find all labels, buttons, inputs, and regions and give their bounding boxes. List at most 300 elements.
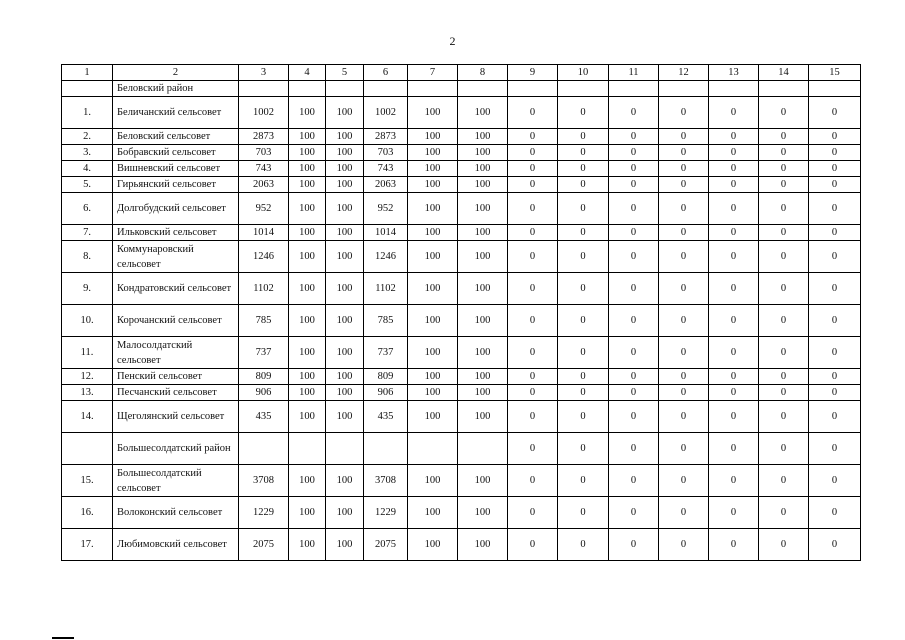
value-cell-col-10: 0 <box>558 305 609 337</box>
value-cell-col-4: 100 <box>289 273 326 305</box>
value-cell-col-9: 0 <box>508 529 558 561</box>
value-cell-col-8 <box>458 433 508 465</box>
settlement-name: Корочанский сельсовет <box>113 305 239 337</box>
value-cell-col-15: 0 <box>809 385 861 401</box>
settlement-name: Бобравский сельсовет <box>113 145 239 161</box>
value-cell-col-13: 0 <box>709 241 759 273</box>
value-cell-col-6: 952 <box>364 193 408 225</box>
value-cell-col-5 <box>326 433 364 465</box>
value-cell-col-8: 100 <box>458 529 508 561</box>
value-cell-col-14: 0 <box>759 129 809 145</box>
value-cell-col-3: 1246 <box>239 241 289 273</box>
value-cell-col-6: 3708 <box>364 465 408 497</box>
table-row <box>62 465 861 497</box>
value-cell-col-13: 0 <box>709 529 759 561</box>
section-name: Беловский район <box>113 81 239 97</box>
value-cell-col-4: 100 <box>289 497 326 529</box>
value-cell-col-7: 100 <box>408 129 458 145</box>
settlement-name: Гирьянский сельсовет <box>113 177 239 193</box>
value-cell-col-7: 100 <box>408 529 458 561</box>
value-cell-col-4: 100 <box>289 529 326 561</box>
value-cell-col-7: 100 <box>408 225 458 241</box>
value-cell-col-7: 100 <box>408 337 458 369</box>
value-cell-col-8: 100 <box>458 161 508 177</box>
column-header-5: 5 <box>326 65 364 81</box>
data-table <box>61 64 861 561</box>
column-header-12: 12 <box>659 65 709 81</box>
settlement-name: Коммунаровский сельсовет <box>113 241 239 273</box>
value-cell-col-15: 0 <box>809 337 861 369</box>
settlement-name: Малосолдатский сельсовет <box>113 337 239 369</box>
value-cell-col-9: 0 <box>508 433 558 465</box>
table-row <box>62 241 861 273</box>
value-cell-col-11: 0 <box>609 177 659 193</box>
value-cell-col-3: 1229 <box>239 497 289 529</box>
value-cell-col-9: 0 <box>508 465 558 497</box>
settlement-name: Беловский сельсовет <box>113 129 239 145</box>
settlement-name: Ильковский сельсовет <box>113 225 239 241</box>
value-cell-col-5: 100 <box>326 497 364 529</box>
table-row <box>62 273 861 305</box>
table-row <box>62 97 861 129</box>
value-cell-col-12: 0 <box>659 433 709 465</box>
table-row <box>62 177 861 193</box>
value-cell-col-8: 100 <box>458 401 508 433</box>
value-cell-col-3: 737 <box>239 337 289 369</box>
value-cell-col-9: 0 <box>508 241 558 273</box>
value-cell-col-14: 0 <box>759 193 809 225</box>
value-cell-col-13: 0 <box>709 145 759 161</box>
value-cell-col-7: 100 <box>408 385 458 401</box>
value-cell-col-13: 0 <box>709 273 759 305</box>
row-number: 14. <box>62 401 113 433</box>
value-cell-col-14: 0 <box>759 465 809 497</box>
value-cell-col-3: 1002 <box>239 97 289 129</box>
value-cell-col-14: 0 <box>759 241 809 273</box>
settlement-name: Кондратовский сельсовет <box>113 273 239 305</box>
value-cell-col-8: 100 <box>458 193 508 225</box>
value-cell-col-8: 100 <box>458 305 508 337</box>
value-cell-col-3: 1102 <box>239 273 289 305</box>
value-cell-col-6: 2075 <box>364 529 408 561</box>
settlement-name: Вишневский сельсовет <box>113 161 239 177</box>
value-cell-col-4: 100 <box>289 337 326 369</box>
value-cell-col-14: 0 <box>759 273 809 305</box>
value-cell-col-12: 0 <box>659 337 709 369</box>
value-cell-col-3: 1014 <box>239 225 289 241</box>
value-cell-col-4 <box>289 433 326 465</box>
row-number: 9. <box>62 273 113 305</box>
value-cell-col-10: 0 <box>558 145 609 161</box>
value-cell-col-13: 0 <box>709 433 759 465</box>
value-cell-col-12: 0 <box>659 529 709 561</box>
value-cell-col-14 <box>759 81 809 97</box>
value-cell-col-11: 0 <box>609 97 659 129</box>
value-cell-col-11: 0 <box>609 465 659 497</box>
column-header-15: 15 <box>809 65 861 81</box>
value-cell-col-7: 100 <box>408 161 458 177</box>
value-cell-col-8: 100 <box>458 241 508 273</box>
value-cell-col-3: 785 <box>239 305 289 337</box>
table-row <box>62 385 861 401</box>
value-cell-col-6: 743 <box>364 161 408 177</box>
value-cell-col-8: 100 <box>458 369 508 385</box>
value-cell-col-6: 785 <box>364 305 408 337</box>
value-cell-col-14: 0 <box>759 401 809 433</box>
value-cell-col-7: 100 <box>408 241 458 273</box>
table-row <box>62 145 861 161</box>
value-cell-col-8: 100 <box>458 177 508 193</box>
column-header-3: 3 <box>239 65 289 81</box>
value-cell-col-9: 0 <box>508 177 558 193</box>
value-cell-col-5 <box>326 81 364 97</box>
value-cell-col-11: 0 <box>609 497 659 529</box>
value-cell-col-13: 0 <box>709 497 759 529</box>
table-row <box>62 337 861 369</box>
value-cell-col-15: 0 <box>809 145 861 161</box>
value-cell-col-5: 100 <box>326 241 364 273</box>
value-cell-col-11: 0 <box>609 129 659 145</box>
settlement-name: Волоконский сельсовет <box>113 497 239 529</box>
table-row <box>62 305 861 337</box>
value-cell-col-5: 100 <box>326 385 364 401</box>
column-header-13: 13 <box>709 65 759 81</box>
value-cell-col-11 <box>609 81 659 97</box>
value-cell-col-6: 737 <box>364 337 408 369</box>
value-cell-col-15: 0 <box>809 465 861 497</box>
value-cell-col-3: 435 <box>239 401 289 433</box>
value-cell-col-9: 0 <box>508 385 558 401</box>
table-row <box>62 529 861 561</box>
value-cell-col-8: 100 <box>458 385 508 401</box>
value-cell-col-5: 100 <box>326 401 364 433</box>
value-cell-col-12: 0 <box>659 401 709 433</box>
value-cell-col-6 <box>364 433 408 465</box>
value-cell-col-3: 3708 <box>239 465 289 497</box>
value-cell-col-7: 100 <box>408 193 458 225</box>
value-cell-col-5: 100 <box>326 161 364 177</box>
value-cell-col-6: 703 <box>364 145 408 161</box>
value-cell-col-5: 100 <box>326 465 364 497</box>
row-number: 13. <box>62 385 113 401</box>
value-cell-col-6: 1002 <box>364 97 408 129</box>
value-cell-col-3: 809 <box>239 369 289 385</box>
value-cell-col-3 <box>239 81 289 97</box>
value-cell-col-13: 0 <box>709 385 759 401</box>
value-cell-col-14: 0 <box>759 369 809 385</box>
value-cell-col-4: 100 <box>289 465 326 497</box>
value-cell-col-13: 0 <box>709 369 759 385</box>
section-row <box>62 81 861 97</box>
value-cell-col-15: 0 <box>809 369 861 385</box>
value-cell-col-15: 0 <box>809 433 861 465</box>
value-cell-col-5: 100 <box>326 369 364 385</box>
value-cell-col-4: 100 <box>289 241 326 273</box>
row-number: 12. <box>62 369 113 385</box>
value-cell-col-15: 0 <box>809 401 861 433</box>
column-header-2: 2 <box>113 65 239 81</box>
value-cell-col-7: 100 <box>408 273 458 305</box>
row-number: 16. <box>62 497 113 529</box>
value-cell-col-13: 0 <box>709 161 759 177</box>
header-row <box>62 65 861 81</box>
value-cell-col-12: 0 <box>659 161 709 177</box>
value-cell-col-10 <box>558 81 609 97</box>
value-cell-col-13: 0 <box>709 305 759 337</box>
settlement-name: Беличанский сельсовет <box>113 97 239 129</box>
value-cell-col-10: 0 <box>558 433 609 465</box>
column-header-1: 1 <box>62 65 113 81</box>
value-cell-col-10: 0 <box>558 337 609 369</box>
value-cell-col-12: 0 <box>659 497 709 529</box>
value-cell-col-9: 0 <box>508 497 558 529</box>
table-body <box>62 65 861 561</box>
row-number: 8. <box>62 241 113 273</box>
value-cell-col-5: 100 <box>326 529 364 561</box>
value-cell-col-4: 100 <box>289 385 326 401</box>
value-cell-col-4: 100 <box>289 177 326 193</box>
column-header-10: 10 <box>558 65 609 81</box>
value-cell-col-3: 2873 <box>239 129 289 145</box>
value-cell-col-9: 0 <box>508 129 558 145</box>
value-cell-col-4: 100 <box>289 97 326 129</box>
value-cell-col-9: 0 <box>508 193 558 225</box>
value-cell-col-10: 0 <box>558 385 609 401</box>
value-cell-col-11: 0 <box>609 161 659 177</box>
value-cell-col-6 <box>364 81 408 97</box>
value-cell-col-3: 952 <box>239 193 289 225</box>
value-cell-col-12: 0 <box>659 273 709 305</box>
value-cell-col-9 <box>508 81 558 97</box>
value-cell-col-10: 0 <box>558 161 609 177</box>
column-header-14: 14 <box>759 65 809 81</box>
value-cell-col-14: 0 <box>759 177 809 193</box>
value-cell-col-6: 1102 <box>364 273 408 305</box>
value-cell-col-9: 0 <box>508 161 558 177</box>
value-cell-col-14: 0 <box>759 385 809 401</box>
value-cell-col-11: 0 <box>609 529 659 561</box>
row-number: 17. <box>62 529 113 561</box>
value-cell-col-13: 0 <box>709 337 759 369</box>
value-cell-col-11: 0 <box>609 145 659 161</box>
value-cell-col-5: 100 <box>326 337 364 369</box>
value-cell-col-15: 0 <box>809 305 861 337</box>
value-cell-col-11: 0 <box>609 241 659 273</box>
value-cell-col-7: 100 <box>408 401 458 433</box>
column-header-8: 8 <box>458 65 508 81</box>
value-cell-col-3 <box>239 433 289 465</box>
value-cell-col-10: 0 <box>558 193 609 225</box>
row-number: 11. <box>62 337 113 369</box>
value-cell-col-14: 0 <box>759 497 809 529</box>
value-cell-col-9: 0 <box>508 97 558 129</box>
settlement-name: Любимовский сельсовет <box>113 529 239 561</box>
value-cell-col-14: 0 <box>759 161 809 177</box>
value-cell-col-14: 0 <box>759 145 809 161</box>
value-cell-col-7: 100 <box>408 497 458 529</box>
settlement-name: Большесолдатский сельсовет <box>113 465 239 497</box>
value-cell-col-11: 0 <box>609 305 659 337</box>
value-cell-col-7 <box>408 81 458 97</box>
value-cell-col-7: 100 <box>408 145 458 161</box>
settlement-name: Песчанский сельсовет <box>113 385 239 401</box>
value-cell-col-14: 0 <box>759 433 809 465</box>
value-cell-col-10: 0 <box>558 497 609 529</box>
value-cell-col-14: 0 <box>759 97 809 129</box>
value-cell-col-8: 100 <box>458 337 508 369</box>
value-cell-col-7 <box>408 433 458 465</box>
value-cell-col-15: 0 <box>809 129 861 145</box>
column-header-11: 11 <box>609 65 659 81</box>
value-cell-col-15: 0 <box>809 497 861 529</box>
value-cell-col-9: 0 <box>508 401 558 433</box>
value-cell-col-12: 0 <box>659 145 709 161</box>
value-cell-col-12: 0 <box>659 465 709 497</box>
row-number: 7. <box>62 225 113 241</box>
value-cell-col-14: 0 <box>759 529 809 561</box>
value-cell-col-11: 0 <box>609 433 659 465</box>
row-number: 15. <box>62 465 113 497</box>
value-cell-col-6: 906 <box>364 385 408 401</box>
value-cell-col-7: 100 <box>408 97 458 129</box>
value-cell-col-11: 0 <box>609 337 659 369</box>
value-cell-col-5: 100 <box>326 177 364 193</box>
value-cell-col-15: 0 <box>809 177 861 193</box>
value-cell-col-4: 100 <box>289 305 326 337</box>
value-cell-col-6: 1246 <box>364 241 408 273</box>
value-cell-col-15: 0 <box>809 97 861 129</box>
table-row <box>62 369 861 385</box>
row-number <box>62 81 113 97</box>
value-cell-col-3: 2075 <box>239 529 289 561</box>
value-cell-col-13: 0 <box>709 225 759 241</box>
row-number: 5. <box>62 177 113 193</box>
settlement-name: Пенский сельсовет <box>113 369 239 385</box>
value-cell-col-4: 100 <box>289 193 326 225</box>
column-header-9: 9 <box>508 65 558 81</box>
value-cell-col-13: 0 <box>709 465 759 497</box>
value-cell-col-12: 0 <box>659 177 709 193</box>
value-cell-col-7: 100 <box>408 369 458 385</box>
value-cell-col-13: 0 <box>709 97 759 129</box>
value-cell-col-11: 0 <box>609 225 659 241</box>
value-cell-col-6: 1014 <box>364 225 408 241</box>
value-cell-col-5: 100 <box>326 129 364 145</box>
table-row <box>62 129 861 145</box>
value-cell-col-3: 703 <box>239 145 289 161</box>
row-number: 10. <box>62 305 113 337</box>
value-cell-col-12: 0 <box>659 369 709 385</box>
value-cell-col-14: 0 <box>759 337 809 369</box>
value-cell-col-5: 100 <box>326 305 364 337</box>
value-cell-col-11: 0 <box>609 273 659 305</box>
value-cell-col-9: 0 <box>508 337 558 369</box>
row-number <box>62 433 113 465</box>
value-cell-col-9: 0 <box>508 225 558 241</box>
value-cell-col-6: 809 <box>364 369 408 385</box>
value-cell-col-6: 435 <box>364 401 408 433</box>
value-cell-col-10: 0 <box>558 369 609 385</box>
value-cell-col-9: 0 <box>508 273 558 305</box>
value-cell-col-12: 0 <box>659 97 709 129</box>
value-cell-col-8 <box>458 81 508 97</box>
value-cell-col-4 <box>289 81 326 97</box>
settlement-name: Щеголянский сельсовет <box>113 401 239 433</box>
value-cell-col-7: 100 <box>408 177 458 193</box>
column-header-7: 7 <box>408 65 458 81</box>
settlement-name: Долгобудский сельсовет <box>113 193 239 225</box>
value-cell-col-4: 100 <box>289 161 326 177</box>
value-cell-col-15: 0 <box>809 225 861 241</box>
table-row <box>62 225 861 241</box>
value-cell-col-6: 1229 <box>364 497 408 529</box>
row-number: 4. <box>62 161 113 177</box>
value-cell-col-4: 100 <box>289 225 326 241</box>
value-cell-col-4: 100 <box>289 369 326 385</box>
value-cell-col-12 <box>659 81 709 97</box>
row-number: 2. <box>62 129 113 145</box>
value-cell-col-6: 2063 <box>364 177 408 193</box>
page-number: 2 <box>449 34 456 48</box>
value-cell-col-5: 100 <box>326 97 364 129</box>
value-cell-col-5: 100 <box>326 145 364 161</box>
value-cell-col-9: 0 <box>508 145 558 161</box>
value-cell-col-11: 0 <box>609 369 659 385</box>
table-row <box>62 161 861 177</box>
value-cell-col-5: 100 <box>326 193 364 225</box>
value-cell-col-11: 0 <box>609 193 659 225</box>
value-cell-col-15: 0 <box>809 273 861 305</box>
value-cell-col-10: 0 <box>558 401 609 433</box>
table-row <box>62 401 861 433</box>
value-cell-col-10: 0 <box>558 241 609 273</box>
value-cell-col-8: 100 <box>458 273 508 305</box>
table-row <box>62 497 861 529</box>
value-cell-col-9: 0 <box>508 305 558 337</box>
value-cell-col-4: 100 <box>289 129 326 145</box>
value-cell-col-14: 0 <box>759 225 809 241</box>
value-cell-col-14: 0 <box>759 305 809 337</box>
value-cell-col-8: 100 <box>458 129 508 145</box>
value-cell-col-11: 0 <box>609 385 659 401</box>
value-cell-col-12: 0 <box>659 305 709 337</box>
value-cell-col-11: 0 <box>609 401 659 433</box>
value-cell-col-10: 0 <box>558 273 609 305</box>
value-cell-col-12: 0 <box>659 193 709 225</box>
value-cell-col-7: 100 <box>408 465 458 497</box>
value-cell-col-8: 100 <box>458 225 508 241</box>
value-cell-col-13 <box>709 81 759 97</box>
column-header-4: 4 <box>289 65 326 81</box>
value-cell-col-13: 0 <box>709 177 759 193</box>
value-cell-col-15: 0 <box>809 193 861 225</box>
value-cell-col-10: 0 <box>558 465 609 497</box>
value-cell-col-8: 100 <box>458 497 508 529</box>
value-cell-col-6: 2873 <box>364 129 408 145</box>
value-cell-col-5: 100 <box>326 225 364 241</box>
row-number: 6. <box>62 193 113 225</box>
value-cell-col-10: 0 <box>558 225 609 241</box>
scan-mark <box>52 637 74 639</box>
column-header-6: 6 <box>364 65 408 81</box>
value-cell-col-8: 100 <box>458 145 508 161</box>
value-cell-col-15: 0 <box>809 161 861 177</box>
settlement-name: Большесолдатский район <box>113 433 239 465</box>
value-cell-col-12: 0 <box>659 385 709 401</box>
value-cell-col-7: 100 <box>408 305 458 337</box>
value-cell-col-4: 100 <box>289 401 326 433</box>
value-cell-col-3: 906 <box>239 385 289 401</box>
